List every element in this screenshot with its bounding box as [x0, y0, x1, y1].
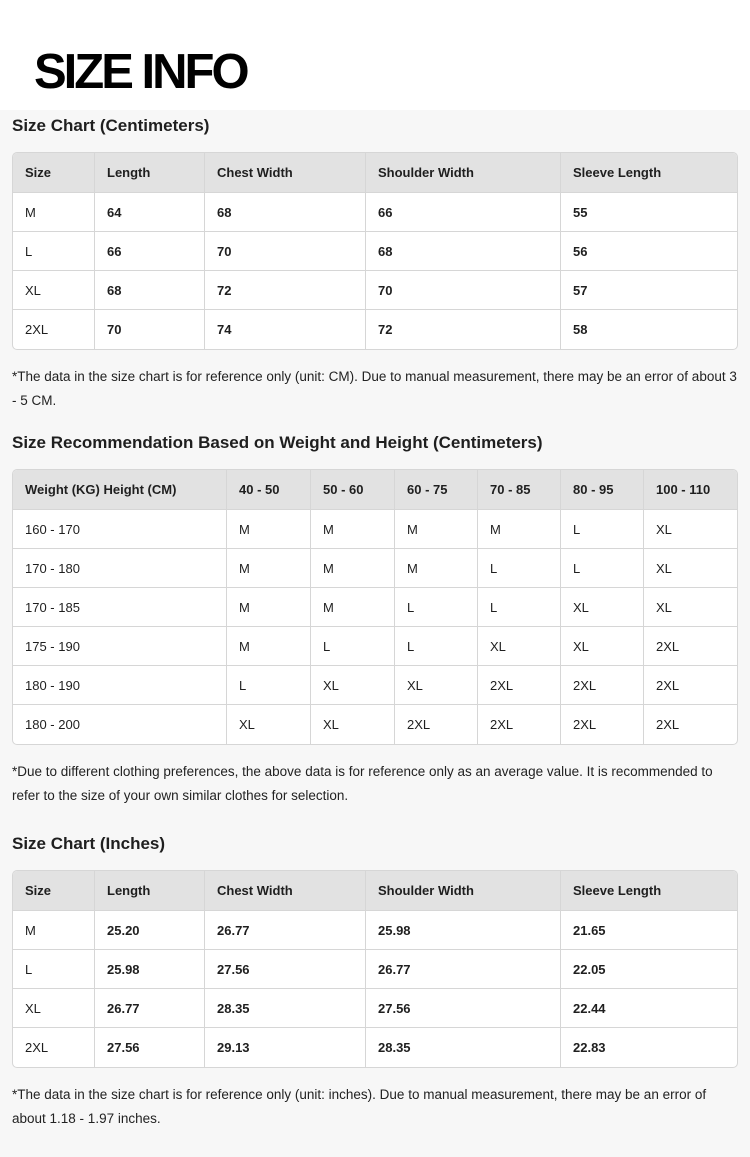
- size-cell: 2XL: [395, 705, 478, 744]
- table-row: [13, 950, 737, 989]
- table-row: [13, 549, 737, 588]
- table-row: [13, 588, 737, 627]
- size-cell: XL: [311, 705, 395, 744]
- shoulder-width-cell: 27.56: [366, 989, 561, 1028]
- column-header: Size: [13, 153, 95, 193]
- column-header: Sleeve Length: [561, 153, 737, 193]
- table-row: [13, 310, 737, 349]
- size-cell: XL: [478, 627, 561, 666]
- sleeve-length-cell: 57: [561, 271, 737, 310]
- size-cell: L: [227, 666, 311, 705]
- size-cell: XL: [561, 627, 644, 666]
- size-cell: XL: [644, 549, 737, 588]
- column-header: 70 - 85: [478, 470, 561, 510]
- cm-size-table: [12, 152, 738, 350]
- recommendation-table: [12, 469, 738, 745]
- shoulder-width-cell: 28.35: [366, 1028, 561, 1067]
- cm-chart-note: *The data in the size chart is for reference only (unit: CM). Due to manual measurement, there may be an error of about 3 - 5 CM.: [12, 369, 737, 408]
- size-cell: 2XL: [656, 717, 680, 732]
- column-header: Chest Width: [205, 153, 366, 193]
- height-range-cell: 160 - 170: [13, 510, 227, 549]
- column-header: Length: [95, 153, 205, 193]
- cm-chart-section: [12, 110, 738, 413]
- size-cell: L: [13, 232, 95, 271]
- column-header: Shoulder Width: [366, 153, 561, 193]
- table-header-row: [13, 871, 737, 911]
- column-header: Size: [13, 871, 95, 911]
- size-cell: L: [311, 627, 395, 666]
- inch-chart-title: Size Chart (Inches): [12, 834, 166, 853]
- length-cell: 70: [95, 310, 205, 349]
- table-row: [13, 193, 737, 232]
- column-header: 80 - 95: [561, 470, 644, 510]
- length-cell: 64: [95, 193, 205, 232]
- size-cell: 2XL: [644, 666, 737, 705]
- shoulder-width-cell: 72: [366, 310, 561, 349]
- size-cell: 2XL: [644, 627, 737, 666]
- table-header-row: [13, 470, 737, 510]
- size-cell: L: [561, 549, 644, 588]
- column-header: Shoulder Width: [366, 871, 561, 911]
- table-header-row: [13, 153, 737, 193]
- table-row: [13, 911, 737, 950]
- cm-chart-title: Size Chart (Centimeters): [12, 116, 210, 135]
- column-header: 40 - 50: [227, 470, 311, 510]
- page-header: [0, 0, 750, 110]
- column-header: Weight (KG) Height (CM): [13, 470, 227, 510]
- size-cell: XL: [227, 705, 311, 744]
- size-cell: XL: [13, 989, 95, 1028]
- size-cell: XL: [13, 271, 95, 310]
- shoulder-width-cell: 25.98: [366, 911, 561, 950]
- height-range-cell: 180 - 200: [13, 705, 227, 744]
- table-row: [13, 989, 737, 1028]
- length-cell: 27.56: [95, 1028, 205, 1067]
- inch-chart-note: *The data in the size chart is for reference only (unit: inches). Due to manual measurement, there may be an error of about 1.18 - 1.97 inches.: [12, 1087, 707, 1126]
- column-header: 50 - 60: [311, 470, 395, 510]
- column-header: 60 - 75: [395, 470, 478, 510]
- size-cell: M: [227, 510, 311, 549]
- sleeve-length-cell: 22.44: [561, 989, 737, 1028]
- recommendation-section: [12, 433, 738, 808]
- size-cell: XL: [311, 666, 395, 705]
- size-cell: 2XL: [13, 310, 95, 349]
- length-cell: 68: [95, 271, 205, 310]
- shoulder-width-cell: 66: [366, 193, 561, 232]
- size-cell: L: [13, 950, 95, 989]
- size-cell: 2XL: [561, 666, 644, 705]
- column-header: Length: [95, 871, 205, 911]
- size-cell: M: [13, 193, 95, 232]
- size-cell: M: [478, 510, 561, 549]
- page-title: SIZE INFO: [34, 45, 247, 99]
- shoulder-width-cell: 26.77: [366, 950, 561, 989]
- size-cell: 2XL: [478, 705, 561, 744]
- size-cell: M: [227, 588, 311, 627]
- chest-width-cell: 28.35: [205, 989, 366, 1028]
- chest-width-cell: 26.77: [205, 911, 366, 950]
- table-row: [13, 666, 737, 705]
- sleeve-length-cell: 22.05: [561, 950, 737, 989]
- column-header: Chest Width: [205, 871, 366, 911]
- chest-width-cell: 70: [205, 232, 366, 271]
- table-row: [13, 1028, 737, 1067]
- length-cell: 26.77: [95, 989, 205, 1028]
- size-cell: XL: [644, 510, 737, 549]
- chest-width-cell: 74: [205, 310, 366, 349]
- sleeve-length-cell: 55: [561, 193, 737, 232]
- sleeve-length-cell: 22.83: [573, 1040, 606, 1055]
- size-cell: XL: [395, 666, 478, 705]
- size-cell: M: [311, 588, 395, 627]
- chest-width-cell: 27.56: [205, 950, 366, 989]
- length-cell: 25.98: [95, 950, 205, 989]
- size-cell: 2XL: [478, 666, 561, 705]
- height-range-cell: 180 - 190: [13, 666, 227, 705]
- column-header: Sleeve Length: [561, 871, 737, 911]
- recommendation-note: *Due to different clothing preferences, the above data is for reference only as an average value. It is recommended to refer to the size of your own similar clothes for selection.: [12, 764, 713, 803]
- size-cell: M: [13, 911, 95, 950]
- height-range-cell: 170 - 185: [13, 588, 227, 627]
- table-row: [13, 271, 737, 310]
- height-range-cell: 175 - 190: [13, 627, 227, 666]
- content-area: [0, 110, 750, 1157]
- chest-width-cell: 29.13: [205, 1028, 366, 1067]
- size-cell: M: [395, 510, 478, 549]
- size-cell: M: [311, 549, 395, 588]
- recommendation-title: Size Recommendation Based on Weight and Height (Centimeters): [12, 433, 543, 452]
- table-row: [13, 232, 737, 271]
- size-cell: L: [478, 549, 561, 588]
- sleeve-length-cell: 21.65: [561, 911, 737, 950]
- sleeve-length-cell: 58: [573, 322, 588, 337]
- table-row: [13, 627, 737, 666]
- size-cell: M: [311, 510, 395, 549]
- sleeve-length-cell: 56: [561, 232, 737, 271]
- table-row: [13, 510, 737, 549]
- size-cell: 2XL: [13, 1028, 95, 1067]
- size-cell: M: [227, 627, 311, 666]
- size-cell: M: [227, 549, 311, 588]
- size-cell: M: [395, 549, 478, 588]
- chest-width-cell: 68: [205, 193, 366, 232]
- inch-size-table: [12, 870, 738, 1068]
- size-cell: L: [561, 510, 644, 549]
- column-header: 100 - 110: [644, 470, 737, 510]
- size-cell: L: [395, 627, 478, 666]
- inch-chart-section: [12, 834, 738, 1131]
- height-range-cell: 170 - 180: [13, 549, 227, 588]
- length-cell: 66: [95, 232, 205, 271]
- size-cell: L: [478, 588, 561, 627]
- table-row: [13, 705, 737, 744]
- shoulder-width-cell: 68: [366, 232, 561, 271]
- size-cell: L: [395, 588, 478, 627]
- length-cell: 25.20: [95, 911, 205, 950]
- shoulder-width-cell: 70: [366, 271, 561, 310]
- chest-width-cell: 72: [205, 271, 366, 310]
- size-cell: 2XL: [561, 705, 644, 744]
- size-cell: XL: [561, 588, 644, 627]
- size-cell: XL: [644, 588, 737, 627]
